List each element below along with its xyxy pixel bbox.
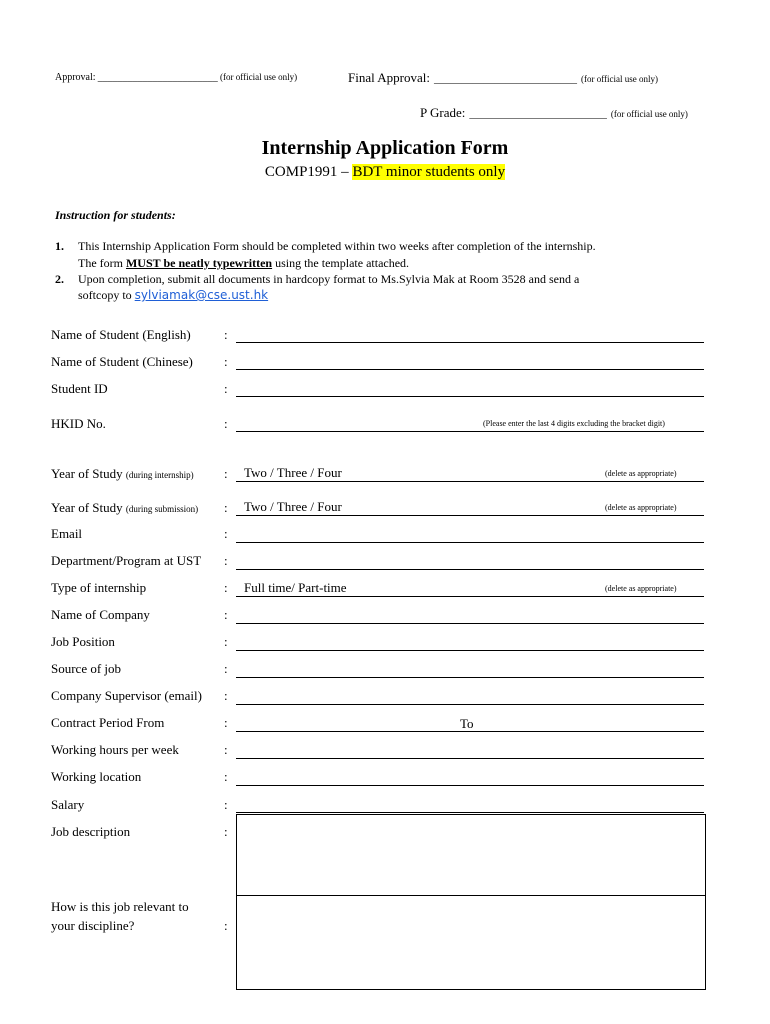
colon: :: [224, 580, 228, 595]
approval-label: Approval:: [55, 72, 96, 83]
input-salary[interactable]: [236, 812, 704, 813]
input-supervisor[interactable]: [236, 704, 704, 705]
instruction-1-number: 1.: [55, 239, 64, 253]
form-subtitle: [0, 164, 770, 181]
label-supervisor: Company Supervisor (email): [51, 688, 202, 703]
colon: :: [224, 715, 228, 730]
colon: :: [224, 553, 228, 568]
colon: :: [224, 688, 228, 703]
year-of-study-internship-value[interactable]: Two / Three / Four: [244, 465, 342, 480]
colon: :: [224, 381, 228, 396]
label-job-description: Job description: [51, 824, 131, 839]
p-grade-blank: _________________________: [469, 108, 607, 120]
colon: :: [224, 797, 228, 812]
official-use-note: (for official use only): [610, 109, 688, 119]
delete-note: (delete as appropriate): [605, 469, 677, 478]
colon: :: [224, 634, 228, 649]
label-year-of-study-submission: [51, 500, 198, 516]
input-name-chinese[interactable]: [236, 369, 704, 370]
label-salary: Salary: [51, 797, 85, 812]
approval-blank: ________________________: [97, 72, 218, 83]
input-department[interactable]: [236, 569, 704, 570]
label-main: Year of Study: [51, 466, 123, 481]
input-working-location[interactable]: [236, 785, 704, 786]
label-name-english: Name of Student (English): [51, 327, 191, 342]
label-contract-period: Contract Period From: [51, 715, 165, 730]
colon: :: [224, 742, 228, 757]
input-email[interactable]: [236, 542, 704, 543]
type-of-internship-value[interactable]: Full time/ Part-time: [244, 580, 347, 595]
label-year-of-study-internship: [51, 466, 194, 482]
input-company[interactable]: [236, 623, 704, 624]
final-approval-row: [348, 69, 658, 87]
label-company: Name of Company: [51, 607, 150, 622]
label-job-position: Job Position: [51, 634, 115, 649]
colon: :: [224, 327, 228, 342]
label-relevance-line-1: How is this job relevant to: [51, 899, 189, 914]
contact-email-link[interactable]: sylviamak@cse.ust.hk: [134, 288, 269, 302]
label-hkid: HKID No.: [51, 416, 106, 431]
colon: :: [224, 526, 228, 541]
final-approval-label: Final Approval:: [348, 70, 430, 85]
label-source-of-job: Source of job: [51, 661, 122, 676]
job-description-box[interactable]: [236, 814, 706, 897]
p-grade-label: P Grade:: [420, 105, 466, 120]
label-email: Email: [51, 526, 83, 541]
input-hkid[interactable]: [236, 431, 704, 432]
final-approval-blank: __________________________: [433, 73, 577, 85]
label-working-hours: Working hours per week: [51, 742, 179, 757]
input-student-id[interactable]: [236, 396, 704, 397]
instruction-2-line-2: [78, 288, 268, 303]
instruction-1-post: using the template attached.: [275, 256, 410, 270]
label-qualifier: (during internship): [125, 470, 194, 480]
input-name-english[interactable]: [236, 342, 704, 343]
label-relevance-line-2: your discipline?: [51, 918, 135, 933]
delete-note: (delete as appropriate): [605, 584, 677, 593]
input-source-of-job[interactable]: [236, 677, 704, 678]
contract-to-label: To: [460, 716, 474, 731]
input-type-of-internship[interactable]: [236, 596, 704, 597]
year-of-study-submission-value[interactable]: Two / Three / Four: [244, 499, 342, 514]
colon: :: [224, 416, 228, 431]
instruction-1-line-2: [78, 256, 409, 271]
official-use-note: (for official use only): [220, 72, 298, 82]
p-grade-row: [420, 104, 688, 122]
label-name-chinese: Name of Student (Chinese): [51, 354, 193, 369]
instruction-2-line-1: Upon completion, submit all documents in hardcopy format to Ms.Sylvia Mak at Room 3528 and send a: [78, 272, 580, 286]
label-type-of-internship: Type of internship: [51, 580, 147, 595]
colon: :: [224, 661, 228, 676]
colon: :: [224, 607, 228, 622]
instruction-1-line-1: This Internship Application Form should be completed within two weeks after completion of the internship.: [78, 239, 596, 253]
colon: :: [224, 354, 228, 369]
hkid-note: (Please enter the last 4 digits excluding the bracket digit): [483, 419, 665, 428]
approval-row: [55, 72, 297, 83]
input-year-of-study-submission[interactable]: [236, 515, 704, 516]
colon: :: [224, 918, 228, 933]
subtitle-highlight: BDT minor students only: [352, 164, 506, 180]
colon: :: [224, 769, 228, 784]
course-code: COMP1991 –: [264, 164, 349, 180]
instruction-2-number: 2.: [55, 272, 64, 286]
input-year-of-study-internship[interactable]: [236, 481, 704, 482]
delete-note: (delete as appropriate): [605, 503, 677, 512]
colon: :: [224, 824, 228, 839]
instruction-2-pre: softcopy to: [78, 288, 132, 302]
instructions-heading: Instruction for students:: [55, 208, 176, 222]
relevance-box[interactable]: [236, 895, 706, 990]
instruction-1-emphasis: MUST be neatly typewritten: [125, 256, 273, 270]
input-working-hours[interactable]: [236, 758, 704, 759]
colon: :: [224, 466, 228, 481]
official-use-note: (for official use only): [580, 74, 659, 84]
label-main: Year of Study: [51, 500, 123, 515]
input-contract-period[interactable]: [236, 731, 704, 732]
form-title: Internship Application Form: [261, 137, 509, 159]
label-working-location: Working location: [51, 769, 142, 784]
label-qualifier: (during submission): [125, 504, 199, 514]
colon: :: [224, 500, 228, 515]
input-job-position[interactable]: [236, 650, 704, 651]
instruction-1-pre: The form: [78, 256, 123, 270]
label-student-id: Student ID: [51, 381, 108, 396]
label-department: Department/Program at UST: [51, 553, 202, 568]
